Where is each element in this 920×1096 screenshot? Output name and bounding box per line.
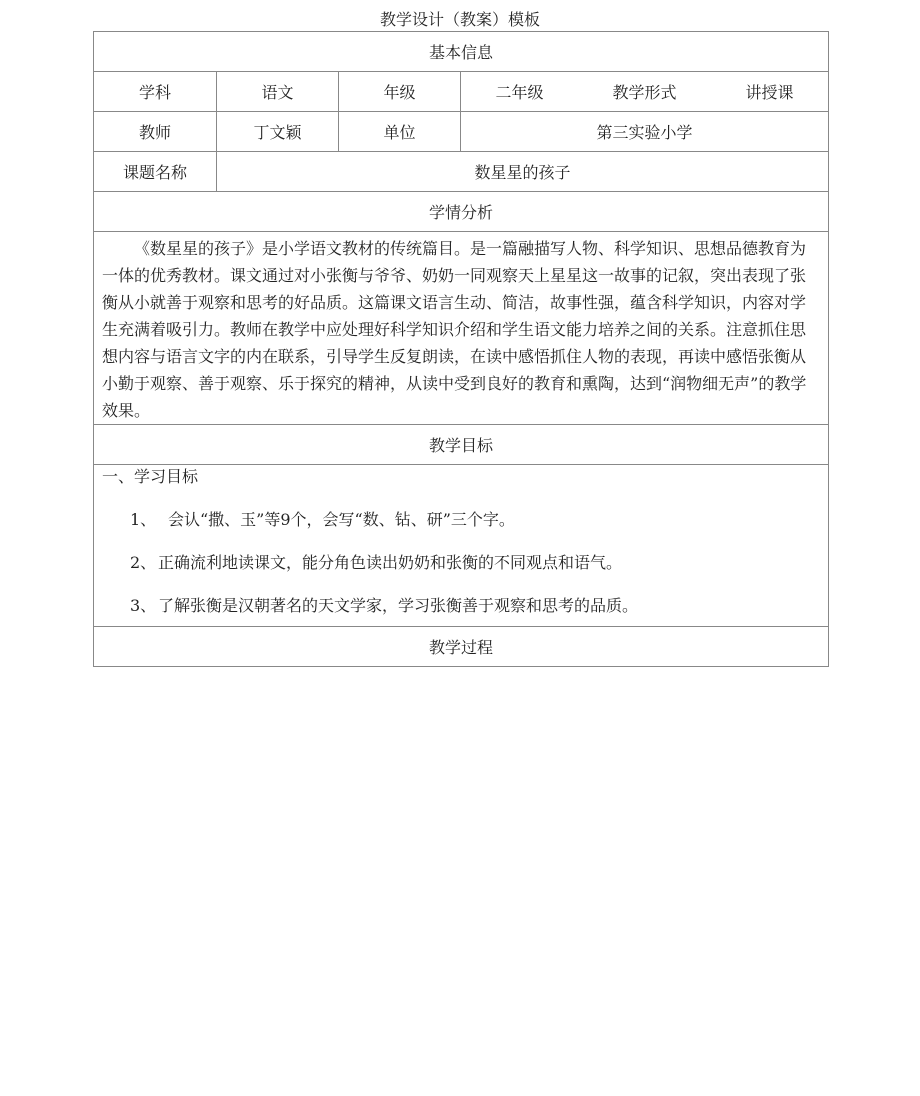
objectives-heading: 一、学习目标 xyxy=(102,467,199,486)
process-title: 教学过程 xyxy=(94,627,829,667)
objective-text: 了解张衡是汉朝著名的天文学家，学习张衡善于观察和思考的品质。 xyxy=(158,596,639,615)
unit-label: 单位 xyxy=(339,112,461,152)
subject-label: 学科 xyxy=(94,72,217,112)
objective-item xyxy=(130,594,828,618)
grade-value: 二年级 xyxy=(495,83,544,102)
subject-grade-row xyxy=(94,72,829,112)
objective-text: 正确流利地读课文，能分角色读出奶奶和张衡的不同观点和语气。 xyxy=(158,553,623,572)
document-title: 教学设计（教案）模板 xyxy=(379,10,540,29)
objective-number: 2、 xyxy=(130,553,157,572)
objectives-title: 教学目标 xyxy=(94,425,829,465)
form-value: 讲授课 xyxy=(745,83,794,102)
objective-text: 会认“撒、玉”等9个，会写“数、钻、研”三个字。 xyxy=(168,510,515,529)
basic-info-title: 基本信息 xyxy=(94,32,829,72)
topic-row xyxy=(94,152,829,192)
subject-value: 语文 xyxy=(217,72,339,112)
objectives-content xyxy=(94,465,829,627)
teacher-unit-row xyxy=(94,112,829,152)
teacher-label: 教师 xyxy=(94,112,217,152)
topic-value: 数星星的孩子 xyxy=(217,152,829,192)
analysis-body-row xyxy=(94,232,829,425)
form-label: 教学形式 xyxy=(612,83,677,102)
grade-label: 年级 xyxy=(339,72,461,112)
unit-value: 第三实验小学 xyxy=(461,112,829,152)
grade-form-cell xyxy=(461,72,829,112)
objective-number: 3、 xyxy=(130,596,157,615)
analysis-title: 学情分析 xyxy=(94,192,829,232)
objective-number: 1、 xyxy=(130,510,157,529)
process-header-row xyxy=(94,627,829,667)
teacher-value: 丁文颖 xyxy=(217,112,339,152)
objectives-header-row xyxy=(94,425,829,465)
topic-label: 课题名称 xyxy=(94,152,217,192)
analysis-text: 《数星星的孩子》是小学语文教材的传统篇目。是一篇融描写人物、科学知识、思想品德教育为一体的优秀教材。课文通过对小张衡与爷爷、奶奶一同观察天上星星这一故事的记叙，突出表现了张衡从小就善于观察和思考的好品质。这篇课文语言生动、简洁，故事性强，蕴含科学知识，内容对学生充满着吸引力。教师在教学中应处理好科学知识介绍和学生语文能力培养之间的关系。注意抓住思想内容与语言文字的内在联系，引导学生反复朗读，在读中感悟抓住人物的表现，再读中感悟张衡从小勤于观察、善于观察、乐于探究的精神，从读中受到良好的教育和熏陶，达到“润物细无声”的教学效果。 xyxy=(94,232,829,425)
objectives-body-row xyxy=(94,465,829,627)
lesson-plan-table xyxy=(93,31,829,667)
basic-info-header-row xyxy=(94,32,829,72)
objective-item xyxy=(130,551,828,575)
objective-item xyxy=(130,508,828,532)
analysis-header-row xyxy=(94,192,829,232)
